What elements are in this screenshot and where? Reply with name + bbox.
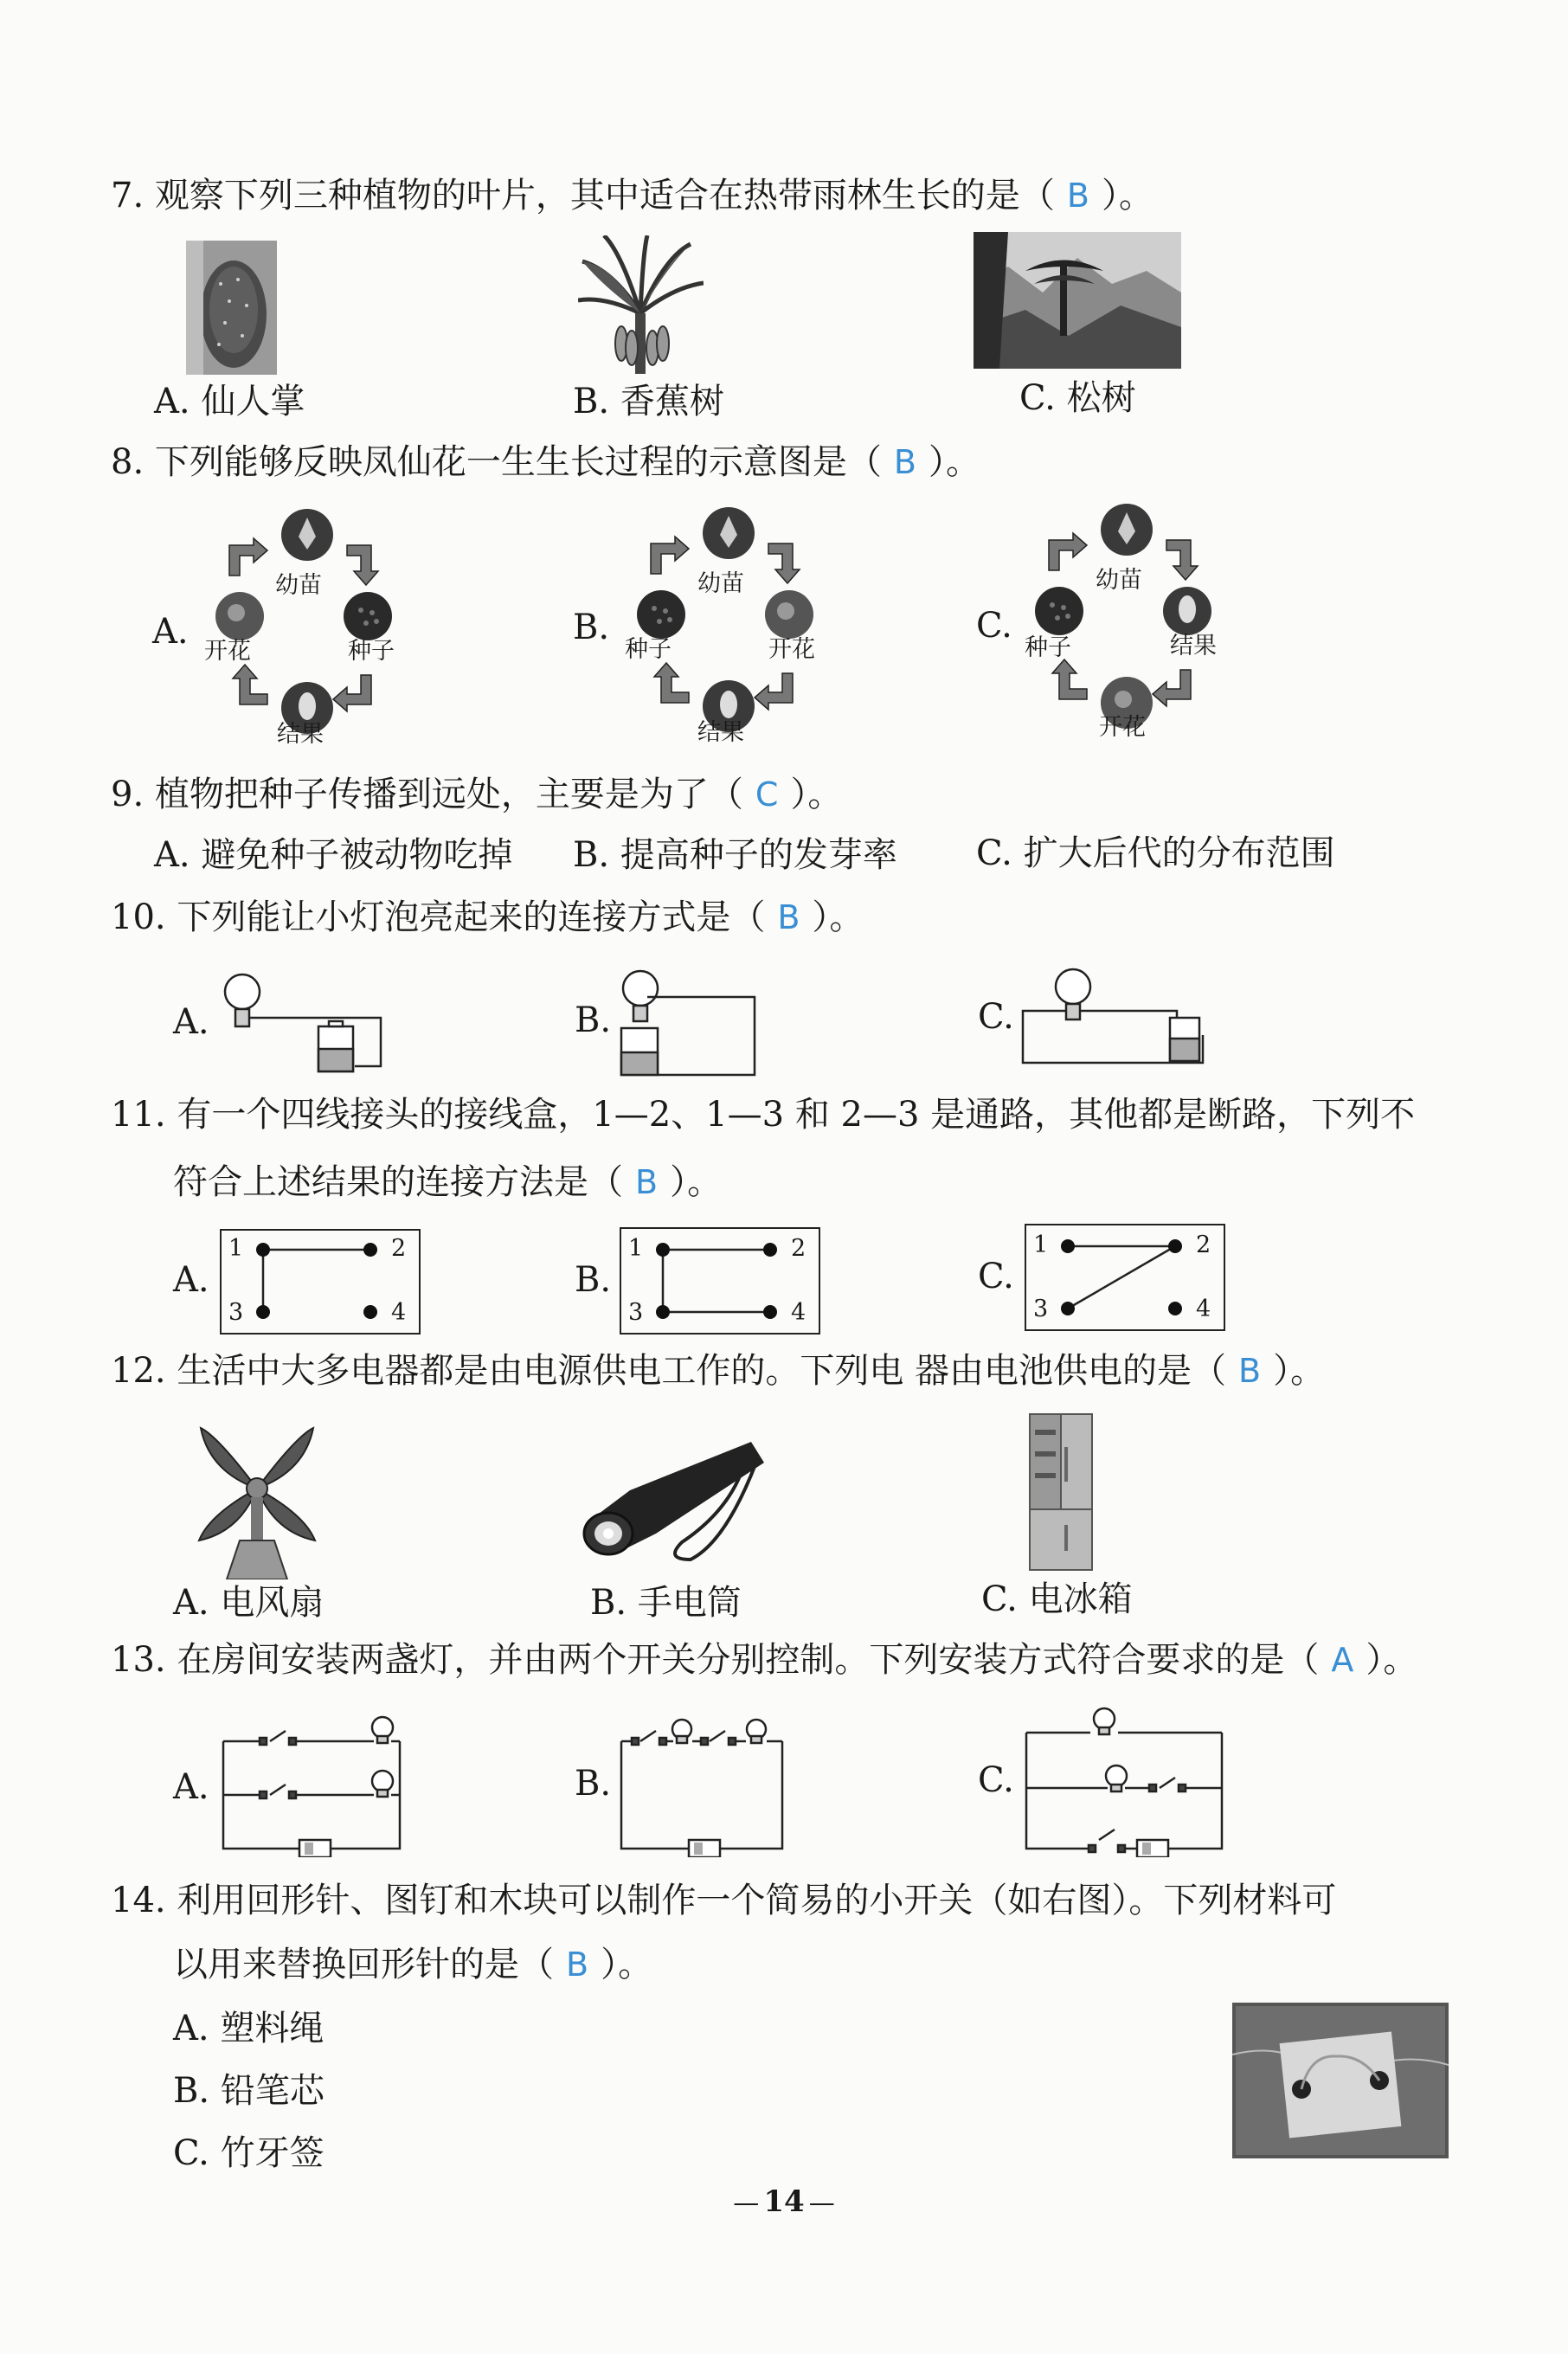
terminal-2-label: 2 [391, 1235, 407, 1262]
stage-label-fruiting: 结果 [1170, 633, 1217, 659]
option-10c-letter: C. [978, 997, 1014, 1037]
question-9-text: 9. 植物把种子传播到远处，主要是为了（ [111, 775, 743, 814]
option-8b-letter: B. [573, 608, 610, 647]
terminal-4-label: 4 [791, 1299, 806, 1326]
option-9a: A. 避免种子被动物吃掉 [154, 835, 513, 875]
cactus-image [186, 241, 277, 375]
option-14b: B. 铅笔芯 [173, 2071, 325, 2111]
junction-box-11a [220, 1229, 421, 1335]
stage-label-seed: 种子 [625, 636, 672, 663]
question-10-text: 10. 下列能让小灯泡亮起来的连接方式是（ [111, 897, 766, 937]
stage-label-seed: 种子 [1025, 634, 1071, 661]
question-11-line2 [173, 1160, 722, 1205]
stage-label-seedling: 幼苗 [697, 570, 744, 597]
refrigerator-image [1026, 1412, 1096, 1573]
question-13-close: ）。 [1366, 1640, 1418, 1680]
question-7-text: 7. 观察下列三种植物的叶片，其中适合在热带雨林生长的是（ [111, 176, 1055, 215]
terminal-3-label: 3 [228, 1299, 244, 1326]
terminal-3-label: 3 [628, 1299, 644, 1326]
option-11a-letter: A. [173, 1260, 209, 1300]
option-14c: C. 竹牙签 [173, 2133, 325, 2173]
terminal-1-label: 1 [228, 1235, 244, 1262]
circuit-13a [218, 1710, 408, 1857]
stage-label-flowering: 开花 [204, 638, 251, 665]
question-8-answer: B [893, 443, 916, 481]
stage-label-seedling: 幼苗 [1096, 567, 1142, 594]
question-8-close: ）。 [928, 442, 980, 482]
circuit-13c [1021, 1701, 1229, 1857]
question-7-answer: B [1066, 177, 1089, 215]
flashlight-image [578, 1438, 768, 1568]
question-11-text-line2: 符合上述结果的连接方法是（ [173, 1162, 623, 1202]
question-14-answer: B [566, 1946, 589, 1984]
option-9c: C. 扩大后代的分布范围 [976, 833, 1335, 873]
question-9-answer: C [755, 775, 779, 814]
terminal-4-label: 4 [1196, 1296, 1211, 1322]
circuit-10b [616, 968, 763, 1080]
question-9 [111, 772, 842, 817]
stage-label-flowering: 开花 [768, 636, 815, 663]
lifecycle-diagram-b [616, 500, 841, 751]
stage-label-fruiting: 结果 [277, 721, 324, 748]
question-12-answer: B [1238, 1352, 1262, 1390]
banana-tree-image [578, 235, 704, 378]
question-13 [111, 1637, 1417, 1682]
page-footer: — 14 — [733, 2184, 835, 2219]
option-7b: B. 香蕉树 [573, 382, 724, 421]
stage-label-seed: 种子 [348, 638, 395, 665]
question-9-close: ）。 [790, 775, 843, 814]
circuit-10c [1021, 966, 1211, 1070]
junction-box-11b [620, 1227, 820, 1335]
terminal-4-label: 4 [391, 1299, 407, 1326]
terminal-2-label: 2 [791, 1235, 806, 1262]
terminal-3-label: 3 [1033, 1296, 1049, 1322]
simple-switch-photo [1232, 2003, 1449, 2158]
question-8-text: 8. 下列能够反映凤仙花一生生长过程的示意图是（ [111, 442, 882, 482]
option-12c: C. 电冰箱 [981, 1579, 1133, 1619]
question-14-text-line2: 以用来替换回形针的是（ [173, 1945, 554, 1984]
question-13-text: 13. 在房间安装两盏灯，并由两个开关分别控制。下列安装方式符合要求的是（ [111, 1640, 1320, 1680]
pine-tree-image [974, 232, 1181, 369]
option-7c: C. 松树 [1019, 378, 1136, 418]
question-14-text-line1: 14. 利用回形针、图钉和木块可以制作一个简易的小开关（如右图）。下列材料可 [111, 1881, 1337, 1920]
lifecycle-diagram-a [195, 502, 420, 753]
terminal-2-label: 2 [1196, 1232, 1211, 1258]
question-11-answer: B [635, 1163, 659, 1201]
question-10-answer: B [777, 898, 800, 936]
option-12a: A. 电风扇 [173, 1583, 325, 1623]
option-13b-letter: B. [575, 1764, 612, 1804]
terminal-1-label: 1 [1033, 1232, 1049, 1258]
question-10 [111, 895, 864, 940]
question-7 [111, 173, 1154, 218]
terminal-1-label: 1 [628, 1235, 644, 1262]
circuit-13b [616, 1710, 789, 1857]
question-14-close: ）。 [601, 1945, 653, 1984]
question-8 [111, 440, 980, 485]
question-10-close: ）。 [812, 897, 864, 937]
question-7-close: ）。 [1101, 176, 1154, 215]
junction-box-11c [1025, 1224, 1225, 1331]
stage-label-fruiting: 结果 [697, 719, 744, 746]
stage-label-seedling: 幼苗 [275, 572, 322, 599]
question-12-close: ）。 [1273, 1351, 1326, 1391]
option-8a-letter: A. [152, 612, 189, 652]
question-14-line2 [173, 1942, 652, 1987]
question-12 [111, 1348, 1325, 1393]
circuit-10a [216, 969, 389, 1073]
option-10b-letter: B. [575, 1000, 612, 1040]
question-13-answer: A [1331, 1641, 1354, 1679]
option-10a-letter: A. [173, 1002, 209, 1042]
question-12-text: 12. 生活中大多电器都是由电源供电工作的。下列电 器由电池供电的是（ [111, 1351, 1227, 1391]
option-11b-letter: B. [575, 1260, 612, 1300]
electric-fan-image [192, 1419, 322, 1579]
option-13a-letter: A. [173, 1767, 209, 1807]
option-12b: B. 手电筒 [590, 1583, 742, 1623]
option-14a: A. 塑料绳 [173, 2009, 325, 2048]
option-7a: A. 仙人掌 [154, 382, 305, 421]
page-number: 14 [763, 2184, 805, 2219]
option-9b: B. 提高种子的发芽率 [573, 835, 897, 875]
option-8c-letter: C. [976, 606, 1012, 646]
option-11c-letter: C. [978, 1257, 1014, 1296]
stage-label-flowering: 开花 [1099, 714, 1146, 741]
lifecycle-diagram-c [1014, 497, 1239, 748]
question-11-text-line1: 11. 有一个四线接头的接线盒，1—2、1—3 和 2—3 是通路，其他都是断路，下列不 [111, 1095, 1416, 1135]
option-13c-letter: C. [978, 1760, 1014, 1800]
question-11-close: ）。 [670, 1162, 723, 1202]
